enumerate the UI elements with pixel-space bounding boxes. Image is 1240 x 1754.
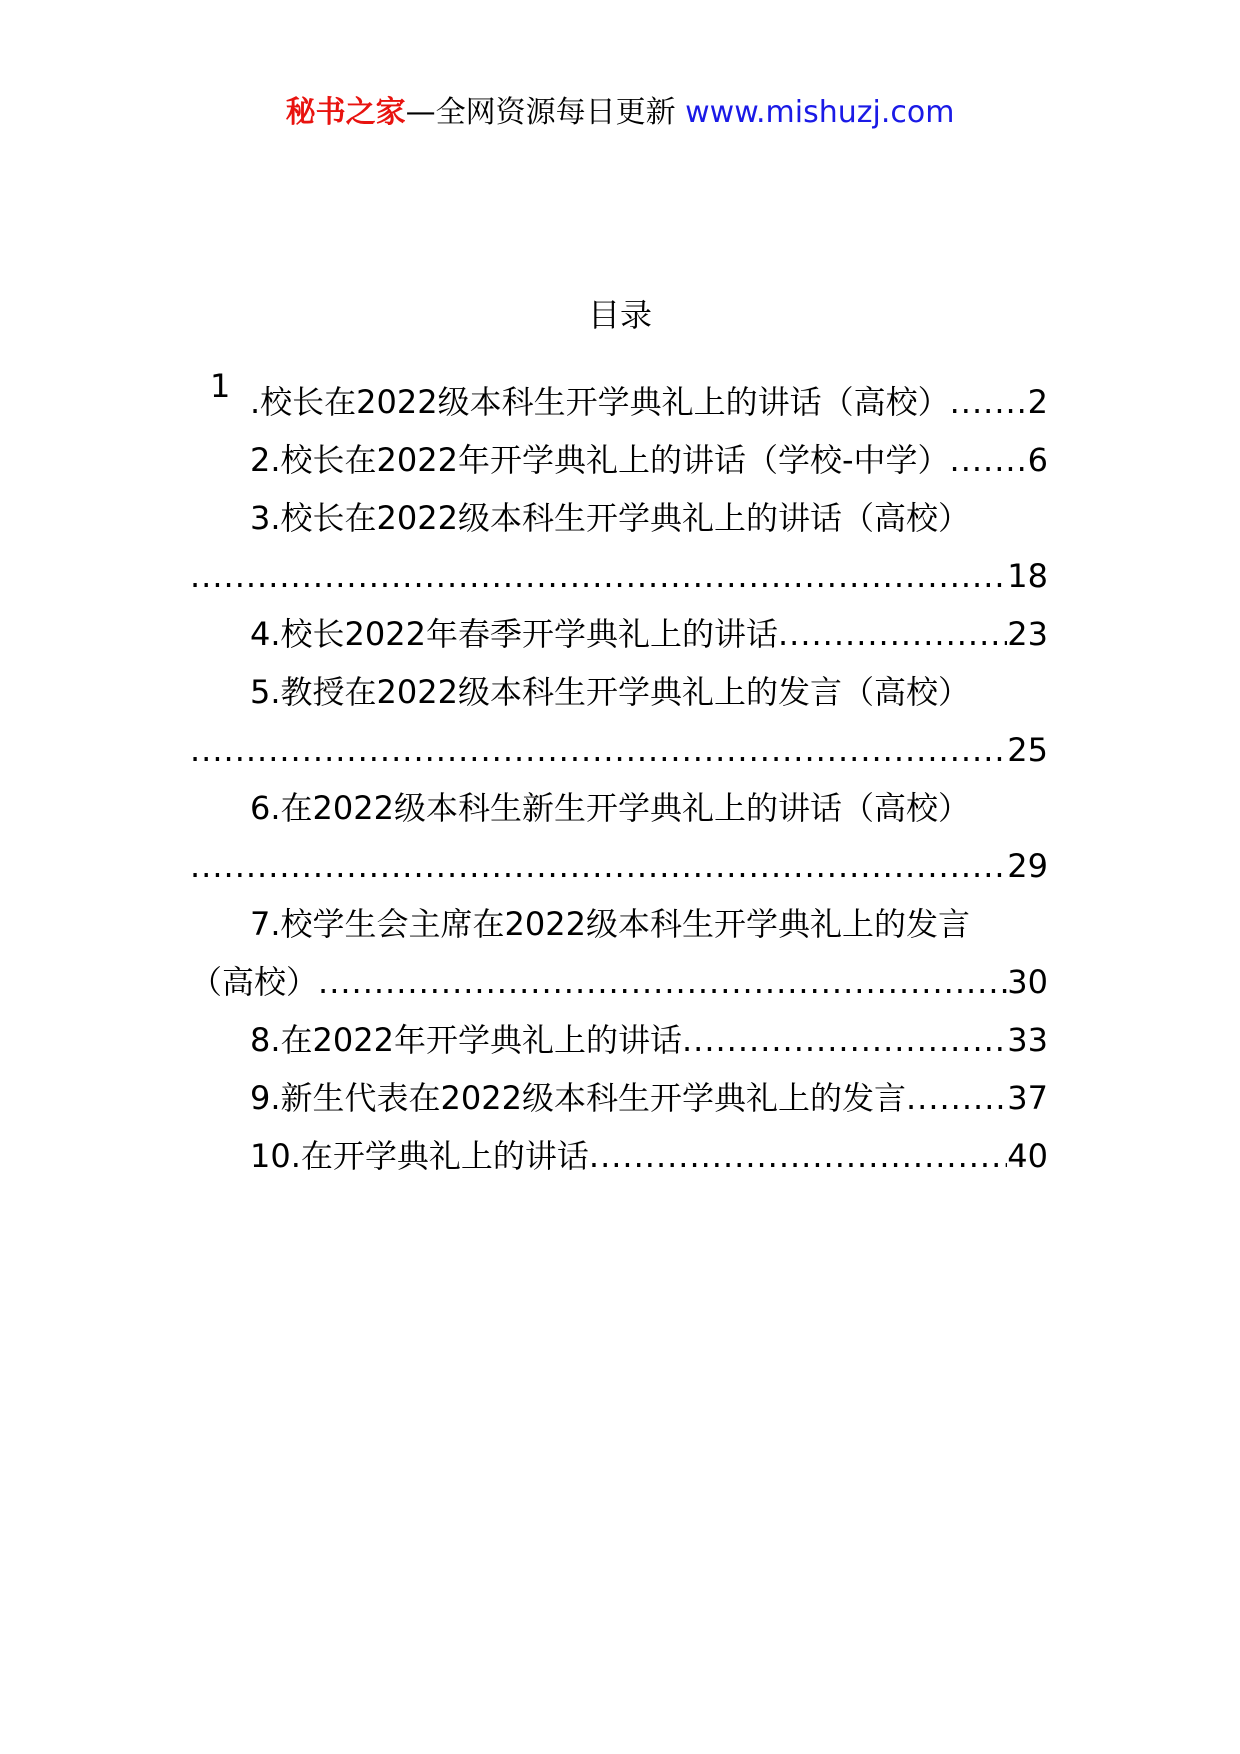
toc-entry-8[interactable]	[250, 1010, 1048, 1070]
toc-entry-page: 6	[1027, 441, 1048, 479]
toc-entry-7[interactable]	[250, 894, 1048, 954]
toc-entry-text: 3.校长在2022级本科生开学典礼上的讲话（高校）	[250, 499, 970, 537]
toc-entry-text: 4.校长2022年春季开学典礼上的讲话	[250, 615, 778, 653]
toc-entry-text: 10.在开学典礼上的讲话	[250, 1137, 589, 1175]
toc-entry-3[interactable]	[250, 488, 1048, 548]
toc-entry-page: 40	[1007, 1137, 1048, 1175]
toc-number: 1	[210, 367, 231, 405]
toc-entry-3-continuation[interactable]	[190, 546, 1048, 606]
toc-entry-2[interactable]	[250, 430, 1048, 490]
toc-title: 目录	[587, 296, 652, 334]
toc-entry-page: 18	[1007, 557, 1048, 595]
brand-name: 秘书之家	[285, 95, 406, 130]
dot-leader	[190, 546, 1007, 606]
toc-entry-6-continuation[interactable]	[190, 836, 1048, 896]
toc-entry-cont-text: （高校）	[190, 963, 319, 1001]
toc-entry-7-continuation[interactable]	[190, 952, 1048, 1012]
dot-leader	[190, 720, 1007, 780]
toc-entry-text: 7.校学生会主席在2022级本科生开学典礼上的发言	[250, 905, 970, 943]
slogan: —全网资源每日更新	[405, 95, 676, 130]
toc-entry-page: 2	[1027, 383, 1048, 421]
toc-entry-text: 2.校长在2022年开学典礼上的讲话（学校-中学）	[250, 441, 950, 479]
toc-entry-text: 5.教授在2022级本科生开学典礼上的发言（高校）	[250, 673, 970, 711]
dot-leader	[950, 372, 1028, 432]
toc-entry-text: 6.在2022级本科生新生开学典礼上的讲话（高校）	[250, 789, 970, 827]
toc-entry-10[interactable]	[250, 1126, 1048, 1186]
toc-entry-page: 30	[1007, 963, 1048, 1001]
toc-entry-text: 8.在2022年开学典礼上的讲话	[250, 1021, 682, 1059]
toc-entry-6[interactable]	[250, 778, 1048, 838]
toc-entry-5-continuation[interactable]	[190, 720, 1048, 780]
dot-leader	[589, 1126, 1007, 1186]
toc-entry-page: 25	[1007, 731, 1048, 769]
toc-entry-4[interactable]	[250, 604, 1048, 664]
toc-entry-text: 9.新生代表在2022级本科生开学典礼上的发言	[250, 1079, 906, 1117]
toc-entry-page: 23	[1007, 615, 1048, 653]
toc-entry-page: 33	[1007, 1021, 1048, 1059]
toc-entry-page: 29	[1007, 847, 1048, 885]
dot-leader	[190, 836, 1007, 896]
dot-leader	[682, 1010, 1007, 1070]
toc-entry-1[interactable]	[250, 372, 1048, 432]
toc-entry-9[interactable]	[250, 1068, 1048, 1128]
dot-leader	[906, 1068, 1007, 1128]
site-url-link[interactable]: www.mishuzj.com	[685, 95, 955, 130]
toc-entry-text: .校长在2022级本科生开学典礼上的讲话（高校）	[250, 383, 950, 421]
dot-leader	[318, 952, 1007, 1012]
dot-leader	[778, 604, 1007, 664]
toc-entry-5[interactable]	[250, 662, 1048, 722]
site-header	[0, 88, 1240, 138]
toc-entry-page: 37	[1007, 1079, 1048, 1117]
dot-leader	[950, 430, 1028, 490]
